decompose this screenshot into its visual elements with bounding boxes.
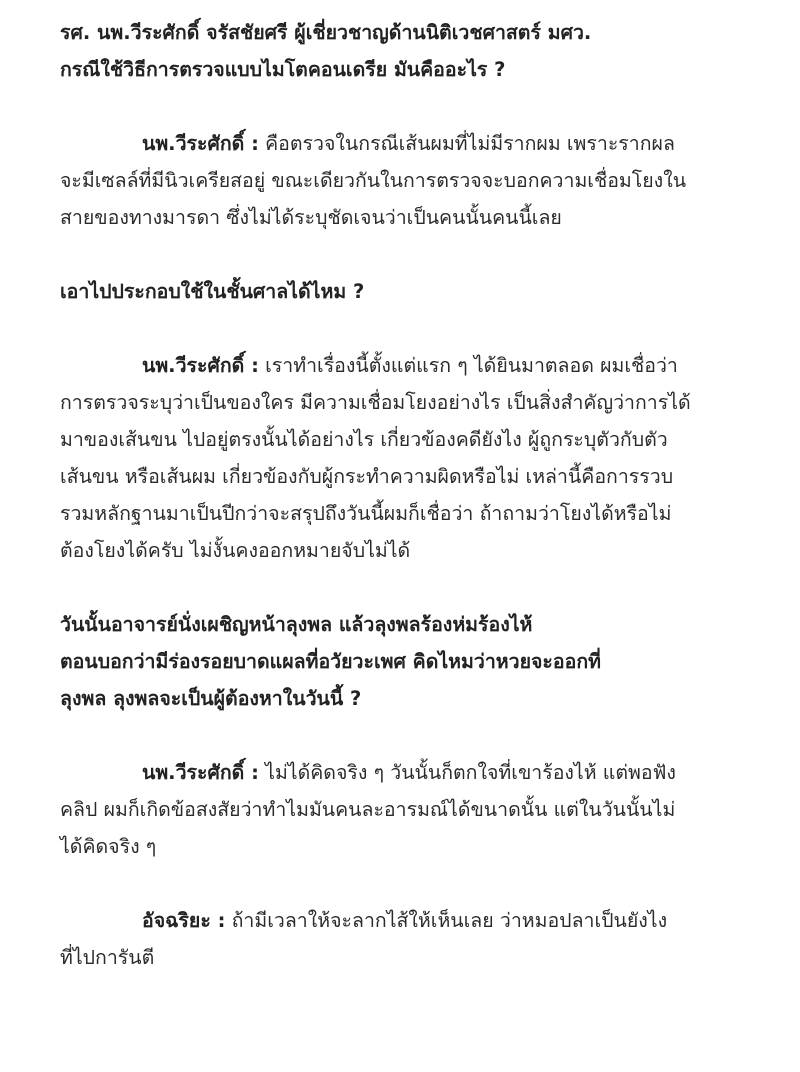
answer-2-line-2: การตรวจระบุว่าเป็นของใคร มีความเชื่อมโยงอย่างไร เป็นสิ่งสำคัญว่าการได้ — [60, 391, 691, 414]
answer-1-line-3: สายของทางมารดา ซึ่งไม่ได้ระบุชัดเจนว่าเป็นคนนั้นคนนี้เลย — [60, 206, 562, 229]
answer-1-first-line — [60, 125, 780, 162]
question-2-line-1: เอาไปประกอบใช้ในชั้นศาลได้ไหม ? — [60, 280, 365, 303]
answer-2 — [60, 347, 780, 569]
answer-1-line-2: จะมีเซลล์ที่มีนิวเครียสอยู่ ขณะเดียวกันในการตรวจจะบอกความเชื่อมโยงใน — [60, 169, 687, 192]
answer-1-speaker: นพ.วีระศักดิ์ : — [142, 132, 259, 155]
answer-4-first-text: ถ้ามีเวลาให้จะลากไส้ให้เห็นเลย ว่าหมอปลาเป็นยังไง — [225, 909, 668, 932]
answer-3-speaker: นพ.วีระศักดิ์ : — [142, 761, 259, 784]
question-3-line-2: ตอนบอกว่ามีร่องรอยบาดแผลที่อวัยวะเพศ คิดไหมว่าหวยจะออกที่ — [60, 650, 601, 673]
answer-2-line-5: รวมหลักฐานมาเป็นปีกว่าจะสรุปถึงวันนี้ผมก็เชื่อว่า ถ้าถามว่าโยงได้หรือไม่ — [60, 502, 672, 525]
question-3 — [60, 606, 780, 717]
question-3-line-1: วันนั้นอาจารย์นั่งเผชิญหน้าลุงพล แล้วลุงพลร้องห่มร้องไห้ — [60, 613, 533, 636]
answer-1 — [60, 125, 780, 236]
paragraph-spacer — [60, 865, 780, 902]
article-body — [60, 14, 780, 976]
paragraph-spacer — [60, 717, 780, 754]
question-2 — [60, 273, 780, 310]
answer-2-line-6: ต้องโยงได้ครับ ไม่งั้นคงออกหมายจับไม่ได้ — [60, 539, 411, 562]
answer-4-speaker: อัจฉริยะ : — [142, 909, 226, 932]
answer-3 — [60, 754, 780, 865]
question-1 — [60, 14, 780, 88]
answer-4 — [60, 902, 780, 976]
paragraph-spacer — [60, 236, 780, 273]
answer-2-first-text: เราทำเรื่องนี้ตั้งแต่แรก ๆ ได้ยินมาตลอด ผมเชื่อว่า — [258, 354, 678, 377]
answer-3-line-3: ได้คิดจริง ๆ — [60, 835, 157, 858]
answer-4-line-2: ที่ไปการันตี — [60, 946, 155, 969]
question-1-line-1: รศ. นพ.วีระศักดิ์ จรัสชัยศรี ผู้เชี่ยวชาญด้านนิติเวชศาสตร์ มศว. — [60, 21, 592, 44]
answer-3-line-2: คลิป ผมก็เกิดข้อสงสัยว่าทำไมมันคนละอารมณ์ได้ขนาดนั้น แต่ในวันนั้นไม่ — [60, 798, 676, 821]
answer-2-first-line — [60, 347, 780, 384]
answer-3-first-text: ไม่ได้คิดจริง ๆ วันนั้นก็ตกใจที่เขาร้องไห้ แต่พอฟัง — [258, 761, 676, 784]
answer-2-line-3: มาของเส้นขน ไปอยู่ตรงนั้นได้อย่างไร เกี่ยวข้องคดียังไง ผู้ถูกระบุตัวกับตัว — [60, 428, 668, 451]
answer-2-speaker: นพ.วีระศักดิ์ : — [142, 354, 259, 377]
paragraph-spacer — [60, 569, 780, 606]
question-3-line-3: ลุงพล ลุงพลจะเป็นผู้ต้องหาในวันนี้ ? — [60, 687, 362, 710]
answer-3-first-line — [60, 754, 780, 791]
answer-1-first-text: คือตรวจในกรณีเส้นผมที่ไม่มีรากผม เพราะรากผล — [258, 132, 675, 155]
paragraph-spacer — [60, 88, 780, 125]
paragraph-spacer — [60, 310, 780, 347]
answer-2-line-4: เส้นขน หรือเส้นผม เกี่ยวข้องกับผู้กระทำความผิดหรือไม่ เหล่านี้คือการรวบ — [60, 465, 674, 488]
question-1-line-2: กรณีใช้วิธีการตรวจแบบไมโตคอนเดรีย มันคืออะไร ? — [60, 58, 506, 81]
answer-4-first-line — [60, 902, 780, 939]
